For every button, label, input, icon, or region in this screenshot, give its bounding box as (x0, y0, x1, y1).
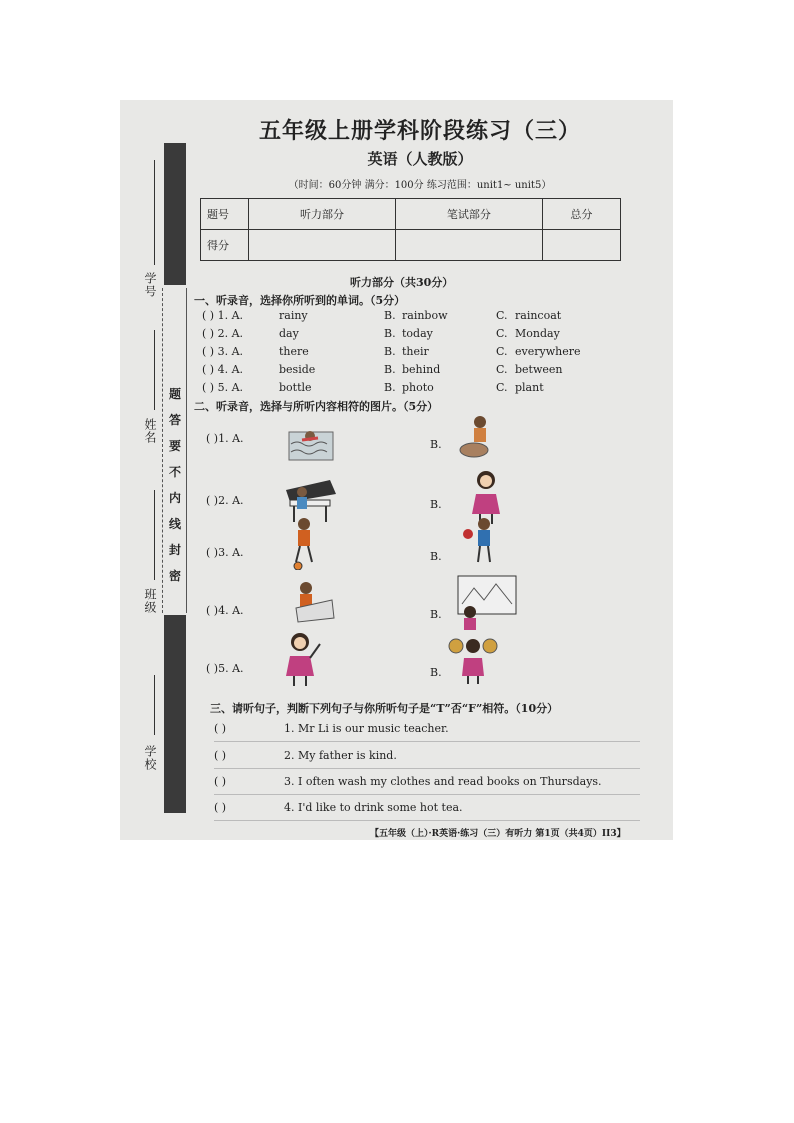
item-number: ( )1. A. (206, 432, 244, 445)
score-cell[interactable] (249, 230, 396, 261)
answer-blank[interactable]: ( ) (214, 775, 227, 788)
section3-title: 三、请听句子，判断下列句子与你所听句子是“T”否“F”相符。（10分） (210, 702, 559, 715)
score-header: 听力部分 (249, 199, 396, 230)
answer-blank[interactable]: ( ) (214, 749, 227, 762)
label-b: B. (430, 498, 442, 511)
exam-meta: （时间：60分钟 满分：100分 练习范围：unit1~ unit5） (288, 180, 552, 191)
statement-text: 2. My father is kind. (284, 749, 397, 762)
option-c: between (515, 363, 563, 376)
option-c: plant (515, 381, 544, 394)
number-label: 学号 (143, 272, 157, 298)
option-a: day (279, 327, 299, 340)
item-number: ( )5. A. (206, 662, 244, 675)
label-b: B. (384, 345, 396, 358)
label-b: B. (430, 666, 442, 679)
option-b: photo (402, 381, 434, 394)
option-a: rainy (279, 309, 308, 322)
option-a: beside (279, 363, 316, 376)
boy-playing-ping-pong-icon (460, 516, 504, 568)
section3-item[interactable] (214, 796, 640, 821)
score-header: 笔试部分 (395, 199, 542, 230)
class-label: 班级 (143, 588, 157, 614)
option-c: everywhere (515, 345, 581, 358)
binding-bar-bottom (164, 615, 186, 813)
school-label: 学校 (143, 745, 157, 771)
name-field[interactable] (154, 330, 155, 410)
statement-text: 4. I'd like to drink some hot tea. (284, 801, 463, 814)
seal-char: 答 (169, 413, 182, 427)
label-b: B. (430, 608, 442, 621)
answer-blank[interactable]: ( ) (214, 722, 227, 735)
statement-text: 1. Mr Li is our music teacher. (284, 722, 449, 735)
section3-item[interactable] (214, 717, 640, 742)
item-number: ( ) 4. A. (202, 363, 244, 376)
seal-char: 封 (169, 543, 182, 557)
seal-char: 密 (169, 569, 182, 583)
label-c: C. (496, 309, 508, 322)
girl-cheerleading-icon (448, 634, 498, 686)
label-b: B. (430, 550, 442, 563)
exam-sheet (120, 100, 673, 840)
item-number: ( )2. A. (206, 494, 244, 507)
section2-item[interactable] (202, 572, 622, 632)
binding-solid-line (186, 288, 187, 613)
score-header: 总分 (542, 199, 620, 230)
item-number: ( )3. A. (206, 546, 244, 559)
label-b: B. (384, 381, 396, 394)
option-b: rainbow (402, 309, 448, 322)
binding-dashed-line (162, 288, 163, 613)
seal-char: 题 (169, 387, 182, 401)
score-header: 题号 (201, 199, 249, 230)
seal-char: 要 (169, 439, 182, 453)
section3-item[interactable] (214, 744, 640, 769)
seal-char: 内 (169, 491, 182, 505)
seal-char: 不 (169, 465, 182, 479)
section2-item[interactable] (202, 630, 622, 688)
girl-drawing-pictures-icon (456, 574, 520, 630)
school-field[interactable] (154, 675, 155, 735)
label-b: B. (384, 363, 396, 376)
label-b: B. (430, 438, 442, 451)
answer-blank[interactable]: ( ) (214, 801, 227, 814)
score-row-label: 得分 (201, 230, 249, 261)
girl-washing-clothes-icon (454, 414, 500, 460)
option-b: behind (402, 363, 441, 376)
exam-subtitle: 英语（人教版） (367, 150, 473, 168)
section2-item[interactable] (202, 514, 622, 570)
number-field[interactable] (154, 160, 155, 265)
class-field[interactable] (154, 490, 155, 580)
statement-text: 3. I often wash my clothes and read books on Thursdays. (284, 775, 602, 788)
name-label: 姓名 (143, 418, 157, 444)
boy-playing-basketball-icon (290, 516, 320, 570)
section1-title: 一、听录音，选择你所听到的单词。（5分） (194, 294, 406, 307)
binding-bar-top (164, 143, 186, 285)
label-c: C. (496, 345, 508, 358)
label-b: B. (384, 327, 396, 340)
item-number: ( ) 3. A. (202, 345, 244, 358)
section3-item[interactable] (214, 770, 640, 795)
seal-char: 线 (169, 517, 182, 531)
item-number: ( ) 1. A. (202, 309, 244, 322)
section2-title: 二、听录音，选择与所听内容相符的图片。（5分） (194, 400, 439, 413)
exam-title: 五年级上册学科阶段练习（三） (258, 118, 581, 144)
option-b: today (402, 327, 433, 340)
boy-drawing-icon (292, 578, 336, 624)
option-c: Monday (515, 327, 560, 340)
listening-title: 听力部分（共30分） (350, 276, 454, 289)
option-a: bottle (279, 381, 312, 394)
score-cell[interactable] (542, 230, 620, 261)
label-c: C. (496, 381, 508, 394)
page-footer: 【五年级（上）·R英语·练习（三）有听力 第1页（共4页）II3】 (370, 829, 626, 839)
label-c: C. (496, 327, 508, 340)
option-c: raincoat (515, 309, 562, 322)
section2-item[interactable] (202, 416, 622, 468)
label-b: B. (384, 309, 396, 322)
item-number: ( ) 5. A. (202, 381, 244, 394)
item-number: ( ) 2. A. (202, 327, 244, 340)
swimming-boy-icon (288, 416, 334, 462)
girl-waving-icon (282, 630, 324, 688)
score-cell[interactable] (395, 230, 542, 261)
label-c: C. (496, 363, 508, 376)
score-table (200, 198, 621, 261)
option-b: their (402, 345, 429, 358)
item-number: ( )4. A. (206, 604, 244, 617)
option-a: there (279, 345, 309, 358)
